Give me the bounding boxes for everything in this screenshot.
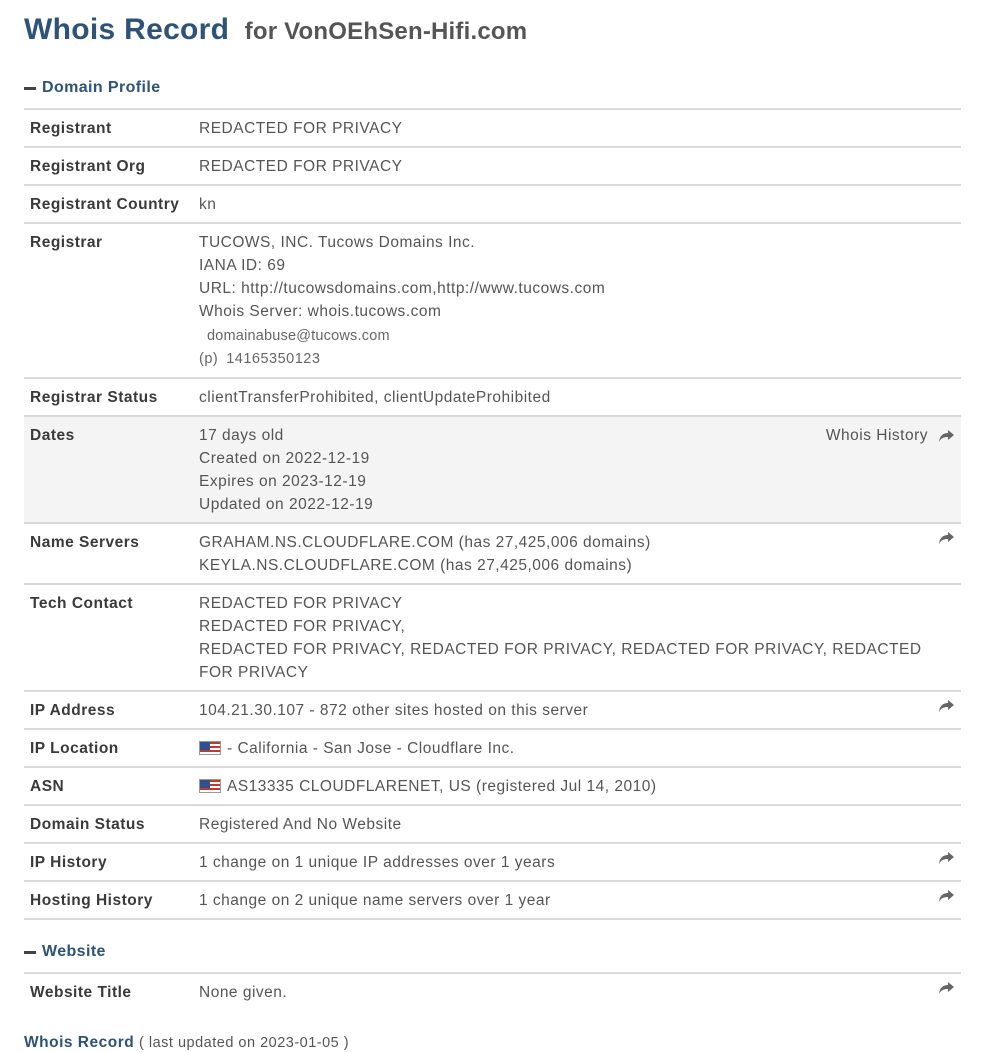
row-label: Hosting History: [30, 892, 153, 909]
row-label: ASN: [30, 778, 65, 795]
us-flag-icon: [199, 779, 221, 793]
minus-icon: [24, 951, 36, 954]
ip-location-value: - California - San Jose - Cloudflare Inc.: [227, 740, 515, 757]
registrar-whois-server: Whois Server: whois.tucows.com: [199, 303, 442, 320]
row-value: [193, 523, 961, 584]
domain-profile-heading: Domain Profile: [42, 79, 161, 96]
page-title-main: Whois Record: [24, 13, 230, 46]
updated-date: Updated on 2022-12-19: [199, 496, 374, 513]
row-registrant: [24, 109, 961, 147]
row-value: [193, 767, 961, 805]
registrar-email: domainabuse@tucows.com: [207, 328, 390, 344]
row-hosting-history: [24, 881, 961, 919]
row-label: Tech Contact: [30, 595, 134, 612]
page-title: [24, 8, 969, 52]
row-website-title: [24, 973, 961, 1010]
row-registrar-status: [24, 378, 961, 416]
ip-address-value[interactable]: 104.21.30.107 - 872 other sites hosted on this server: [199, 702, 589, 719]
tech-contact-line-3: REDACTED FOR PRIVACY, REDACTED FOR PRIVACY, REDACTED FOR PRIVACY, REDACTED FOR PRIVACY: [199, 641, 922, 681]
row-value: [193, 973, 961, 1010]
domain-profile-toggle[interactable]: [24, 74, 969, 102]
row-ip-history: [24, 843, 961, 881]
minus-icon: [24, 87, 36, 90]
row-value: [193, 584, 961, 691]
tech-contact-line-1: REDACTED FOR PRIVACY: [199, 595, 403, 612]
row-registrant-org: [24, 147, 961, 185]
footer-updated-note: ( last updated on 2023-01-05 ): [139, 1035, 350, 1051]
row-label: IP History: [30, 854, 108, 871]
row-value: [193, 843, 961, 881]
us-flag-icon: [199, 741, 221, 755]
row-label: Registrant: [30, 120, 112, 137]
row-registrar: [24, 223, 961, 378]
row-tech-contact: [24, 584, 961, 691]
created-date: Created on 2022-12-19: [199, 450, 370, 467]
share-arrow-icon: [938, 889, 955, 903]
tech-contact-line-2: REDACTED FOR PRIVACY,: [199, 618, 406, 635]
ip-history-value: 1 change on 1 unique IP addresses over 1 years: [199, 854, 556, 871]
row-label: Domain Status: [30, 816, 146, 833]
hosting-history-value: 1 change on 2 unique name servers over 1 year: [199, 892, 551, 909]
ip-address-share-button[interactable]: [938, 699, 955, 713]
registrar-name: TUCOWS, INC. Tucows Domains Inc.: [199, 234, 476, 251]
registrar-phone: 14165350123: [226, 351, 321, 367]
registrar-phone-line: [199, 348, 921, 371]
row-value: REDACTED FOR PRIVACY: [199, 120, 403, 137]
row-domain-status: [24, 805, 961, 843]
share-arrow-icon: [938, 981, 955, 995]
row-label: Name Servers: [30, 534, 140, 551]
website-table: [24, 972, 961, 1010]
row-value: [193, 881, 961, 919]
share-arrow-icon: [938, 429, 955, 443]
asn-value: AS13335 CLOUDFLARENET, US (registered Jul 14, 2010): [227, 778, 657, 795]
row-value: clientTransferProhibited, clientUpdateProhibited: [199, 389, 551, 406]
whois-history-link[interactable]: [826, 424, 955, 447]
row-value: REDACTED FOR PRIVACY: [199, 158, 403, 175]
row-value: Registered And No Website: [199, 816, 402, 833]
website-share-button[interactable]: [938, 981, 955, 995]
registrar-iana: IANA ID: 69: [199, 257, 286, 274]
row-asn: [24, 767, 961, 805]
share-arrow-icon: [938, 531, 955, 545]
page-title-domain: for VonOEhSen-Hifi.com: [244, 18, 528, 45]
row-ip-address: [24, 691, 961, 729]
row-label: Registrar: [30, 234, 103, 251]
row-label: IP Address: [30, 702, 116, 719]
row-label: Registrant Org: [30, 158, 146, 175]
row-value: kn: [199, 196, 217, 213]
row-label: Registrant Country: [30, 196, 180, 213]
row-registrant-country: [24, 185, 961, 223]
phone-tag: (p): [199, 351, 219, 367]
hosting-history-share-button[interactable]: [938, 889, 955, 903]
row-label: Registrar Status: [30, 389, 158, 406]
footer: [24, 1034, 969, 1052]
registrar-url: URL: http://tucowsdomains.com,http://www.tucows.com: [199, 280, 606, 297]
row-ip-location: [24, 729, 961, 767]
row-value: [193, 223, 961, 378]
website-heading: Website: [42, 943, 106, 960]
row-label: IP Location: [30, 740, 119, 757]
domain-profile-table: [24, 108, 961, 920]
row-label: Dates: [30, 427, 75, 444]
website-title-value: None given.: [199, 984, 288, 1001]
domain-age: 17 days old: [199, 427, 284, 444]
website-toggle[interactable]: [24, 938, 969, 966]
name-servers-share-button[interactable]: [938, 531, 955, 545]
ip-history-share-button[interactable]: [938, 851, 955, 865]
whois-history-label: Whois History: [825, 427, 928, 444]
row-dates: [24, 416, 961, 523]
row-value: [193, 691, 961, 729]
row-value: [193, 416, 961, 523]
expires-date: Expires on 2023-12-19: [199, 473, 367, 490]
share-arrow-icon: [938, 699, 955, 713]
name-server-1[interactable]: GRAHAM.NS.CLOUDFLARE.COM (has 27,425,006 domains): [199, 534, 651, 551]
name-server-2[interactable]: KEYLA.NS.CLOUDFLARE.COM (has 27,425,006 domains): [199, 557, 633, 574]
share-arrow-icon: [938, 851, 955, 865]
row-value: [193, 729, 961, 767]
row-name-servers: [24, 523, 961, 584]
row-label: Website Title: [30, 984, 132, 1001]
footer-title: Whois Record: [24, 1034, 135, 1051]
